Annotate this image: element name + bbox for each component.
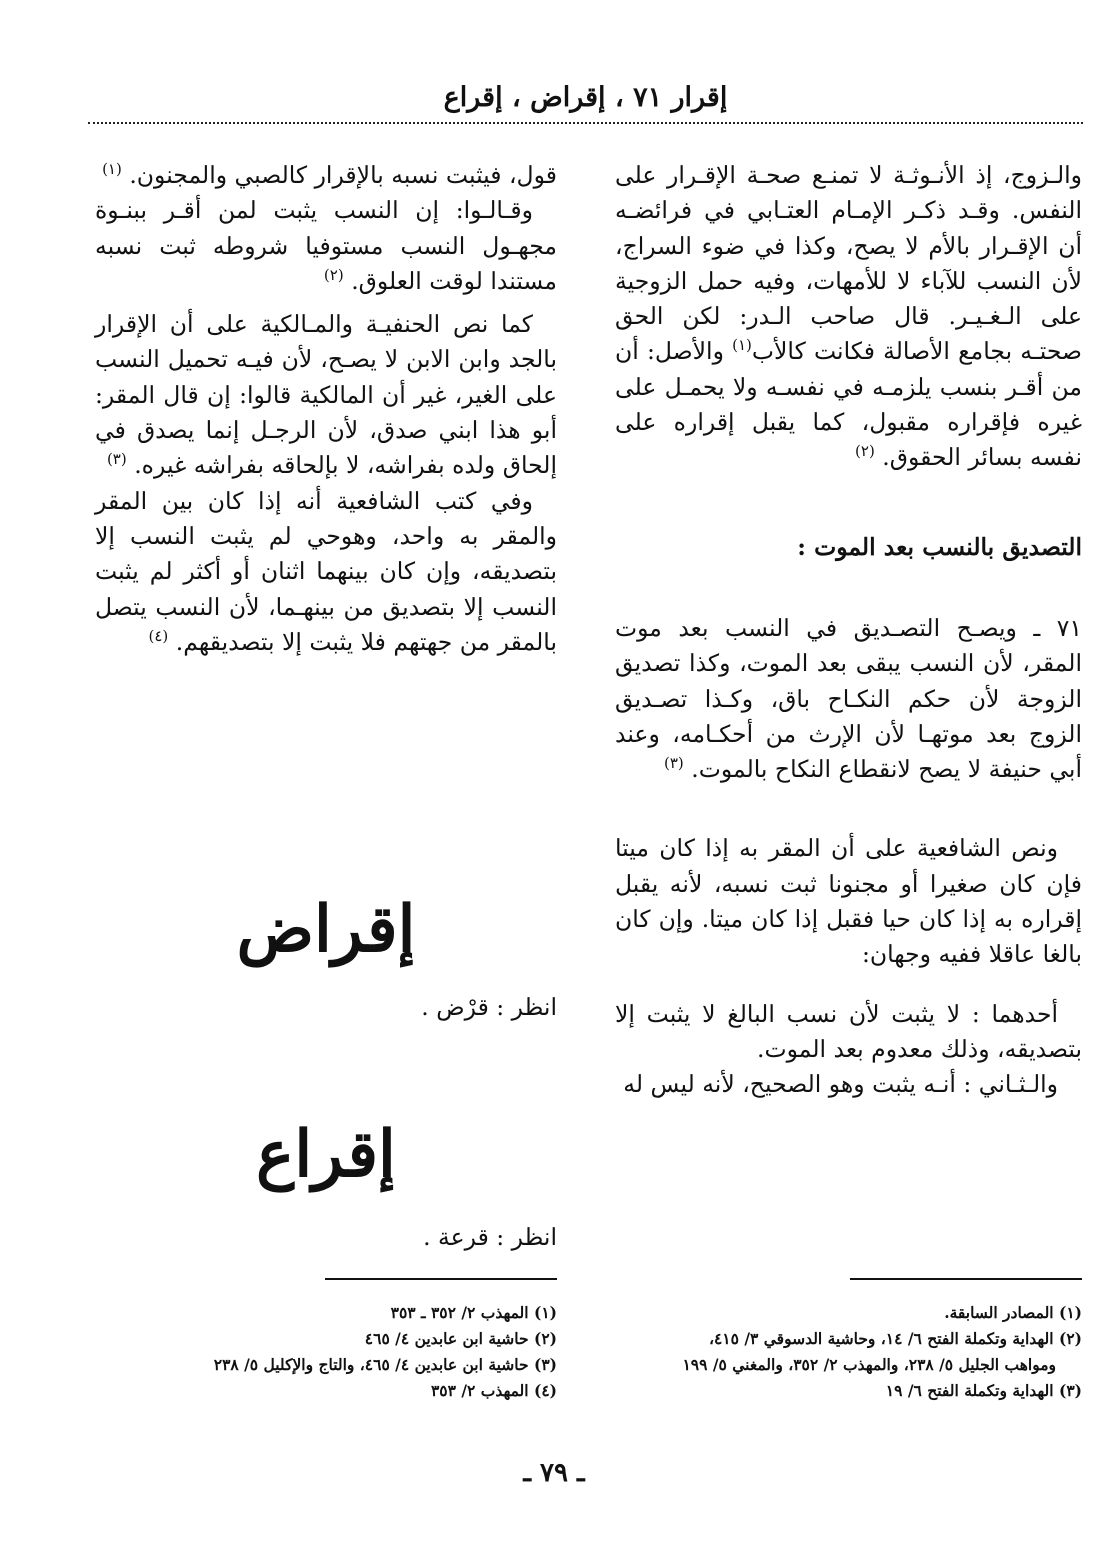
- footnote-ref: (٢): [323, 266, 344, 285]
- footnote-divider-right: [850, 1278, 1082, 1280]
- left-paragraph-2: [95, 193, 557, 299]
- right-paragraph-3: ونص الشافعية على أن المقر به إذا كان ميتا فإن كان صغيرا أو مجنونا ثبت نسبه، لأنه يقبل إقراره به إذا كان حيا فقبل إذا كان ميتا. وإن كان بالغا عاقلا ففيه وجهان:: [615, 834, 1082, 969]
- left-paragraph-1: [95, 158, 557, 193]
- footnote: (٣) حاشية ابن عابدين ٤/ ٤٦٥، والتاج والإكليل ٥/ ٢٣٨: [213, 1355, 557, 1374]
- right-paragraph-1-continued: والأصل: أن من أقـر بنسب يلزمـه في نفسـه ولا يحمـل على غيره فإقراره مقبول، كما يقبل إقراره على نفسه بسائر الحقوق.: [615, 337, 1082, 472]
- footnotes-right: [600, 1300, 1082, 1404]
- right-paragraph-2: [615, 611, 1082, 787]
- footnote: (٢) حاشية ابن عابدين ٤/ ٤٦٥: [364, 1329, 557, 1348]
- footnote: (١) المصادر السابقة.: [944, 1303, 1082, 1322]
- right-paragraph-1-text: والـزوج، إذ الأنـوثـة لا تمنـع صحـة الإقـرار على النفس. وقـد ذكـر الإمـام العتـابي في فرائضـه أن الإقـرار بالأم لا يصح، وكذا في ضوء السراج، لأن النسب للآباء لا للأمهات، وفيه حمل الزوجية على الـغـيـر. قال صاحب الـدر: لكن الحق صحتـه بجامع الأصالة فكانت كالأب: [615, 161, 1082, 366]
- footnote: (٤) المهذب ٢/ ٣٥٣: [430, 1381, 557, 1400]
- left-paragraph-3: [95, 307, 557, 483]
- entry-title-iqra: إقراع: [256, 1117, 396, 1192]
- left-column: [95, 158, 557, 660]
- footnote-ref: (٢): [855, 442, 875, 461]
- right-paragraph-4: أحدهما : لا يثبت لأن نسب البالغ لا يثبت إلا بتصديقه، وذلك معدوم بعد الموت.: [615, 999, 1082, 1063]
- page-header: إقرار ٧١ ، إقراض ، إقراع: [443, 82, 728, 113]
- footnote-ref: (١): [732, 336, 752, 355]
- left-paragraph-4-text: وفي كتب الشافعية أنه إذا كان بين المقر والمقر به واحد، وهوحي لم يثبت النسب إلا بتصديقه، وإن كان بينهما اثنان أو أكثر لم يثبت النسب إلا بتصديق من بينهـما، لأن النسب يتصل بالمقر من جهتهم فلا يثبت إلا بتصديقهم.: [95, 486, 557, 656]
- footnote: (٢) الهداية وتكملة الفتح ٦/ ١٤، وحاشية الدسوقي ٣/ ٤١٥،: [708, 1329, 1082, 1348]
- footnote-ref: (٣): [664, 754, 684, 773]
- footnote-divider-left: [325, 1278, 557, 1280]
- footnote-ref: (٤): [148, 627, 169, 646]
- left-paragraph-1-text: قول، فيثبت نسبه بالإقرار كالصبي والمجنون.: [129, 161, 557, 189]
- left-paragraph-3-text: كما نص الحنفيـة والمـالكية على أن الإقرار بالجد وابن الابن لا يصـح، لأن فيـه تحميل النسب على الغير، غير أن المالكية قالوا: إن قال المقر: أبو هذا ابني صدق، لأن الرجـل إنما يصدق في إلحاق ولده بفراشه، لا بإلحاقه بفراشه غيره.: [95, 310, 557, 480]
- header-divider: [88, 122, 1083, 124]
- footnote-ref: (١): [102, 160, 122, 179]
- footnote: (١) المهذب ٢/ ٣٥٢ ـ ٣٥٣: [390, 1303, 557, 1322]
- footnote: (٣) الهداية وتكملة الفتح ٦/ ١٩: [885, 1381, 1082, 1400]
- see-reference-iqrad: انظر : قرْض .: [421, 993, 557, 1021]
- page-number: ـ ٧٩ ـ: [523, 1458, 585, 1488]
- footnote-ref: (٣): [106, 450, 127, 469]
- right-column: [615, 158, 1082, 1103]
- right-paragraph-5: والـثـاني : أنـه يثبت وهو الصحيح، لأنه ليس له: [623, 1070, 1058, 1099]
- footnotes-left: [95, 1300, 557, 1404]
- right-paragraph-2-text: ٧١ ـ ويصـح التصـديق في النسب بعد موت المقر، لأن النسب يبقى بعد الموت، وكذا تصديق الزوجة لأن حكم النكـاح باق، وكـذا تصـديق الزوج بعد موتهـا لأن الإرث من أحكـامه، وعند أبي حنيفة لا يصح لانقطاع النكاح بالموت.: [615, 613, 1082, 784]
- section-subheading: التصديق بالنسب بعد الموت :: [797, 532, 1082, 561]
- footnote: ومواهب الجليل ٥/ ٢٣٨، والمهذب ٢/ ٣٥٢، والمغني ٥/ ١٩٩: [682, 1355, 1056, 1374]
- right-paragraph-1: [615, 158, 1082, 476]
- left-paragraph-4: [95, 484, 557, 660]
- see-reference-iqra: انظر : قرعة .: [423, 1223, 557, 1251]
- entry-title-iqrad: إقراض: [236, 892, 416, 967]
- left-paragraph-2-text: وقـالـوا: إن النسب يثبت لمن أقـر ببنـوة مجهـول النسب مستوفيا شروطه ثبت نسبه مستندا لوقت العلوق.: [95, 196, 557, 295]
